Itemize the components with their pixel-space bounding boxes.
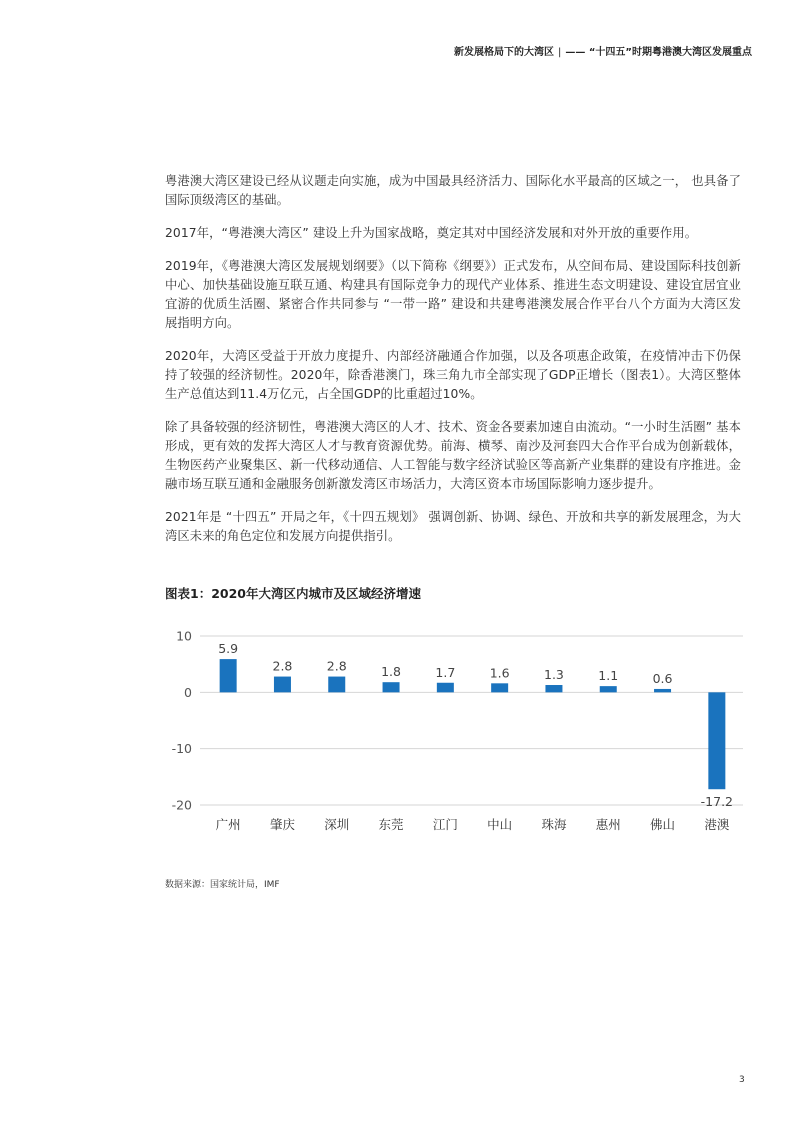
value-label: 2.8 <box>272 658 293 674</box>
category-label: 江门 <box>432 817 458 832</box>
bar <box>654 689 671 692</box>
bar <box>437 683 454 693</box>
category-label: 惠州 <box>595 817 621 832</box>
header-chapter: “十四五”时期粤港澳大湾区发展重点 <box>588 47 752 58</box>
data-source: 数据来源：国家统计局，IMF <box>165 880 280 890</box>
paragraph-6: 2021年是 “十四五” 开局之年，《十四五规划》 强调创新、协调、绿色、开放和共享的新发展理念，为大湾区未来的角色定位和发展方向提供指引。 <box>165 510 741 543</box>
category-label: 广州 <box>215 817 241 832</box>
y-tick-label: 0 <box>184 684 192 700</box>
bar-chart <box>165 622 745 837</box>
category-label: 肇庆 <box>269 817 295 832</box>
labels <box>172 629 733 833</box>
header-section: 新发展格局下的大湾区 <box>453 47 554 58</box>
paragraph-1: 粤港澳大湾区建设已经从议题走向实施，成为中国最具经济活力、国际化水平最高的区域之一， 也具备了国际顶级湾区的基础。 <box>165 174 741 207</box>
header-dash: —— <box>565 47 589 58</box>
bar <box>220 659 237 692</box>
value-label: 5.9 <box>218 641 239 657</box>
y-tick-label: 10 <box>176 628 192 644</box>
y-tick-label: -20 <box>171 797 192 813</box>
header-separator: | <box>557 47 562 58</box>
value-label: 1.6 <box>489 665 510 681</box>
y-tick-label: -10 <box>171 741 192 757</box>
page-number: 3 <box>739 1075 745 1085</box>
bar <box>274 677 291 693</box>
bar <box>383 682 400 692</box>
category-label: 中山 <box>487 817 513 832</box>
paragraph-3: 2019年，《粤港澳大湾区发展规划纲要》（以下简称《纲要》）正式发布，从空间布局、建设国际科技创新中心、加快基础设施互联互通、构建具有国际竞争力的现代产业体系、推进生态文明建设、建设宜居宜业宜游的优质生活圈、紧密合作共同参与 “一带一路” 建设和共建粤港澳发展合作平台八个方面为大湾区发展指明方向。 <box>165 259 741 330</box>
figure-title: 图表1：2020年大湾区内城市及区域经济增速 <box>165 586 421 601</box>
running-header <box>454 43 752 58</box>
category-label: 港澳 <box>704 817 730 832</box>
category-label: 珠海 <box>541 817 567 832</box>
bar <box>491 683 508 692</box>
value-label: 1.1 <box>598 668 619 684</box>
value-label: 1.7 <box>435 664 456 680</box>
value-label: 0.6 <box>652 670 673 686</box>
value-label: 1.3 <box>544 667 564 683</box>
bar <box>600 686 617 692</box>
bar <box>708 692 725 789</box>
bars <box>220 659 726 789</box>
bar <box>328 677 345 693</box>
value-label: 1.8 <box>381 664 401 680</box>
paragraph-5: 除了具备较强的经济韧性，粤港澳大湾区的人才、技术、资金各要素加速自由流动。“一小时生活圈” 基本形成，更有效的发挥大湾区人才与教育资源优势。前海、横琴、南沙及河套四大合作平台成为创新载体，生物医药产业聚集区、新一代移动通信、人工智能与数字经济试验区等高新产业集群的建设有序推进。金融市场互联互通和金融服务创新激发湾区市场活力，大湾区资本市场国际影响力逐步提升。 <box>165 420 741 491</box>
paragraph-2: 2017年，“粤港澳大湾区” 建设上升为国家战略，奠定其对中国经济发展和对外开放的重要作用。 <box>165 226 698 240</box>
body-text <box>165 172 741 560</box>
value-label: -17.2 <box>700 794 734 810</box>
paragraph-4: 2020年，大湾区受益于开放力度提升、内部经济融通合作加强，以及各项惠企政策，在疫情冲击下仍保持了较强的经济韧性。2020年，除香港澳门，珠三角九市全部实现了GDP正增长（图表1）。大湾区整体生产总值达到11.4万亿元，占全国GDP的比重超过10%。 <box>165 349 741 401</box>
category-label: 深圳 <box>324 817 350 832</box>
value-label: 2.8 <box>326 658 347 674</box>
category-label: 佛山 <box>650 817 676 832</box>
bar <box>545 685 562 692</box>
category-label: 东莞 <box>378 817 404 832</box>
